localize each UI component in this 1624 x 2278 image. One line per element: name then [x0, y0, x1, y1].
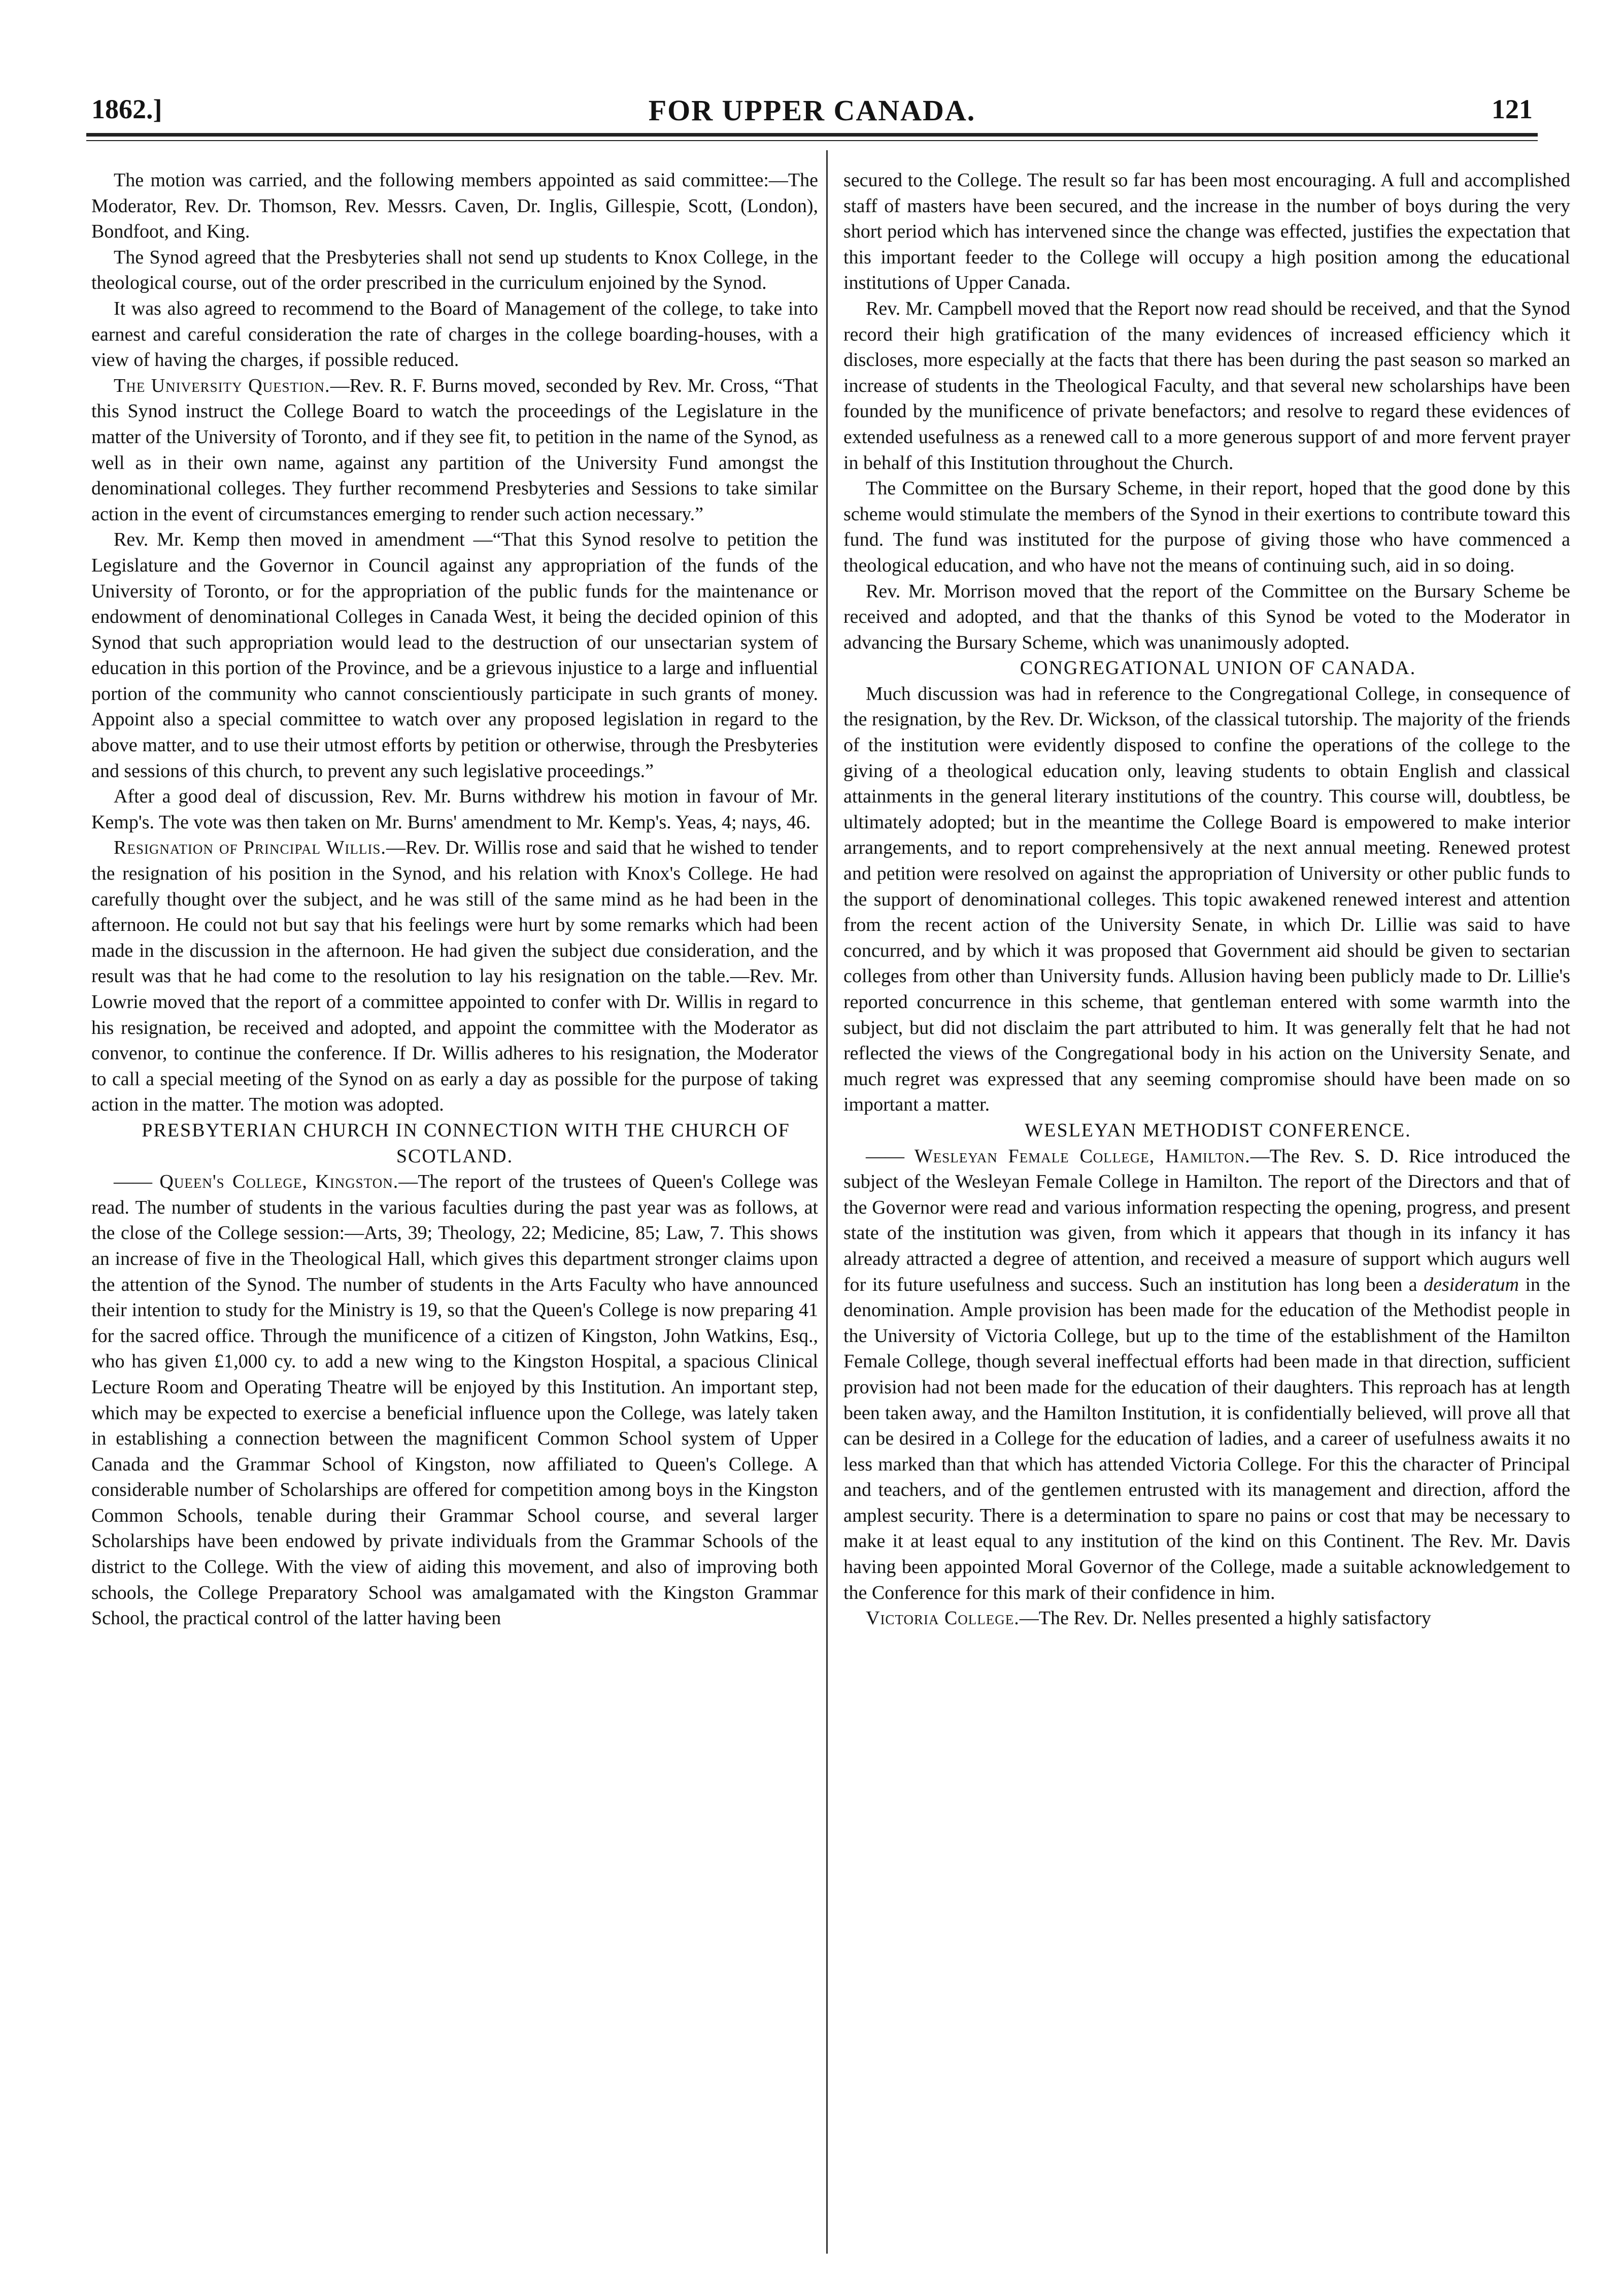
paragraph	[843, 1144, 1570, 1606]
page-number: 121	[1492, 94, 1533, 124]
page-header	[91, 93, 1533, 139]
paragraph: The Committee on the Bursary Scheme, in their report, hoped that the good done by this scheme would stimulate the members of the Synod in their exertions to contribute toward this fund. The fund was instituted for the purpose of giving those who have commenced a theological education, and who have not the means of continuing such, aid in so doing.	[843, 478, 1570, 576]
paragraph-text: —Rev. Dr. Willis rose and said that he wished to tender the resignation of his position in the Synod, and his relation with Knox's College. He had carefully thought over the subject, and he was still of the same mind as he had been in the afternoon. He could not but say that his feelings were hurt by some remarks which had been made in the discussion in the afternoon. He had given the subject due consideration, and the result was that he had come to the resolution to lay his resignation on the table.—Rev. Mr. Lowrie moved that the report of a committee appointed to confer with Dr. Willis in regard to his resignation, be received and adopted, and appoint the committee with the Moderator as convenor, to continue the conference. If Dr. Willis adheres to his resignation, the Moderator to call a special meeting of the Synod on as early a day as possible for the purpose of taking action in the matter. The motion was adopted.	[91, 837, 819, 1116]
paragraph	[91, 835, 818, 1118]
right-column	[843, 168, 1570, 1631]
paragraph	[91, 373, 818, 527]
paragraph	[843, 1605, 1570, 1631]
paragraph-text: —The Rev. Dr. Nelles presented a highly satisfactory	[1019, 1607, 1431, 1629]
running-title: FOR UPPER CANADA.	[648, 94, 976, 127]
paragraph: The motion was carried, and the following members appointed as said committee:—The Moderator, Rev. Dr. Thomson, Rev. Messrs. Caven, Dr. Inglis, Gillespie, Scott, (London), Bondfoot, and King.	[91, 170, 818, 243]
paragraph-text: in the denomination. Ample provision has been made for the education of the Methodist people in the University of Victoria College, but up to the time of the establishment of the Hamilton Female College, though several ineffectual efforts had been made in that direction, sufficient provision had not been made for the education of their daughters. This reproach has at length been taken away, and the Hamilton Institution, it is confidentially believed, will prove all that can be desired in a College for the education of ladies, and a career of usefulness awaits it no less marked than that which has attended Victoria College. For this the character of Principal and teachers, and of the gentlemen entrusted with its management and direction, afford the amplest security. There is a determination to spare no pains or cost that may be necessary to make it at least equal to any institution of the kind on this Continent. The Rev. Mr. Davis having been appointed Moral Governor of the College, made a suitable acknowledgement to the Conference for this mark of their confidence in him.	[843, 1274, 1570, 1603]
left-column	[91, 168, 818, 1631]
paragraph: Rev. Mr. Campbell moved that the Report now read should be received, and that the Synod record their high gratification of the many evidences of increased efficiency which it discloses, more especially at the facts that there has been during the past season so marked an increase of students in the Theological Faculty, and that several new scholarships have been founded by the munificence of private benefactors; and resolve to regard these evidences of extended usefulness as a renewed call to a more generous support of and more fervent prayer in behalf of this Institution throughout the Church.	[843, 297, 1570, 474]
section-lead: Victoria College.	[866, 1607, 1020, 1629]
section-heading: CONGREGATIONAL UNION OF CANADA.	[1020, 657, 1416, 679]
italic-term: desideratum	[1424, 1274, 1519, 1295]
section-lead: The University Question.	[114, 375, 330, 396]
section-heading: PRESBYTERIAN CHURCH IN CONNECTION WITH THE CHURCH OF SCOTLAND.	[142, 1119, 790, 1167]
paragraph: It was also agreed to recommend to the Board of Management of the college, to take into earnest and careful consideration the rate of charges in the college boarding-houses, with a view of having the charges, if possible reduced.	[91, 297, 818, 371]
paragraph	[91, 1169, 818, 1631]
paragraph: secured to the College. The result so far has been most encouraging. A full and accomplished staff of masters have been secured, and the increase in the number of boys during the very short period which has intervened since the change was effected, justifies the expectation that this important feeder to the College will occupy a high position among the educational institutions of Upper Canada.	[843, 170, 1570, 294]
paragraph-text: —The Rev. S. D. Rice introduced the subject of the Wesleyan Female College in Hamilton. The report of the Directors and that of the Governor were read and various information respecting the opening, progress, and present state of the institution was given, from which it appears that though in its infancy it has already attracted a degree of attention, and received a measure of support which augurs well for its future usefulness and success. Such an institution has long been a	[843, 1145, 1570, 1295]
header-rule-thin	[86, 140, 1538, 141]
column-divider	[826, 150, 828, 2254]
section-lead: Resignation of Principal Willis.	[114, 837, 386, 859]
dash: ——	[114, 1171, 160, 1193]
paragraph-text: —The report of the trustees of Queen's College was read. The number of students in the various faculties during the past year was as follows, at the close of the College session:—Arts, 39; Theology, 22; Medicine, 85; Law, 7. This shows an increase of five in the Theological Hall, which gives this department stronger claims upon the attention of the Synod. The number of students in the Arts Faculty who have announced their intention to study for the Ministry is 19, so that the Queen's College is now preparing 41 for the sacred office. Through the munificence of a citizen of Kingston, John Watkins, Esq., who has given £1,000 cy. to add a new wing to the Kingston Hospital, a spacious Clinical Lecture Room and Operating Theatre will be enjoyed by this Institution. An important step, which may be expected to exercise a beneficial influence upon the College, was lately taken in establishing a connection between the magnificent Common School system of Upper Canada and the Grammar School of Kingston, now affiliated to Queen's College. A considerable number of Scholarships are offered for competition among boys in the Kingston Common Schools, tenable during their Grammar School course, and several larger Scholarships have been endowed by private individuals from the Grammar Schools of the district to the College. With the view of aiding this movement, and also of improving both schools, the College Preparatory School was amalgamated with the Kingston Grammar School, the practical control of the latter having been	[91, 1171, 818, 1629]
paragraph: Rev. Mr. Morrison moved that the report of the Committee on the Bursary Scheme be received and adopted, and that the thanks of this Synod be voted to the Moderator in advancing the Bursary Scheme, which was unanimously adopted.	[843, 580, 1570, 653]
paragraph: Rev. Mr. Kemp then moved in amendment —“That this Synod resolve to petition the Legislature and the Governor in Council against any appropriation of the funds of the University of Toronto, or for the appropriation of the public funds for the maintenance or endowment of denominational Colleges in Canada West, it being the decided opinion of this Synod that such appropriation would lead to the destruction of our unsectarian system of education in this portion of the Province, and be a grievous injustice to a large and influential portion of the community who cannot conscientiously participate in such grants of money. Appoint also a special committee to watch over any proposed legislation in regard to the above matter, and to use their utmost efforts by petition or otherwise, through the Presbyteries and sessions of this church, to prevent any such legislative proceedings.”	[91, 529, 818, 782]
section-lead: Queen's College, Kingston.	[159, 1171, 399, 1193]
paragraph: Much discussion was had in reference to the Congregational College, in consequence of the resignation, by the Rev. Dr. Wickson, of the classical tutorship. The majority of the friends of the institution were evidently disposed to confine the operations of the college to the giving of a theological education only, leaving students to obtain English and classical attainments in the general literary institutions of the country. This course will, doubtless, be ultimately adopted; but in the meantime the College Board is empowered to make interior arrangements, and to report comprehensively at the next annual meeting. Renewed protest and petition were resolved on against the appropriation of University or other public funds to the support of denominational colleges. This topic awakened renewed interest and attention from the recent action of the University Senate, in which Dr. Lillie was said to have concurred, and by which it was proposed that Government aid should be given to sectarian colleges from other than University funds. Allusion having been publicly made to Dr. Lillie's reported concurrence in this scheme, that gentleman entered with some warmth into the subject, but did not disclaim the part attributed to him. It was generally felt that he had not reflected the views of the Congregational body in his action on the University Senate, and much regret was expressed that any seeming compromise should have been made on so important a matter.	[843, 683, 1570, 1116]
paragraph-text: —Rev. R. F. Burns moved, seconded by Rev. Mr. Cross, “That this Synod instruct the College Board to watch the proceedings of the Legislature in the matter of the University of Toronto, and if they see fit, to petition in the name of the Synod, as well as in their own name, against any partition of the University Fund amongst the denominational colleges. They further recommend Presbyteries and Sessions to take similar action in the event of circumstances emerging to render such action necessary.”	[91, 375, 818, 525]
paragraph: After a good deal of discussion, Rev. Mr. Burns withdrew his motion in favour of Mr. Kemp's. The vote was then taken on Mr. Burns' amendment to Mr. Kemp's. Yeas, 4; nays, 46.	[91, 786, 818, 833]
header-year: 1862.]	[91, 94, 162, 124]
section-lead: Wesleyan Female College, Hamilton.	[914, 1145, 1250, 1167]
header-rule-thick	[86, 133, 1538, 137]
paragraph: The Synod agreed that the Presbyteries shall not send up students to Knox College, in the theological course, out of the order prescribed in the curriculum enjoined by the Synod.	[91, 246, 818, 294]
dash: ——	[866, 1145, 915, 1167]
section-heading: WESLEYAN METHODIST CONFERENCE.	[1025, 1119, 1411, 1141]
